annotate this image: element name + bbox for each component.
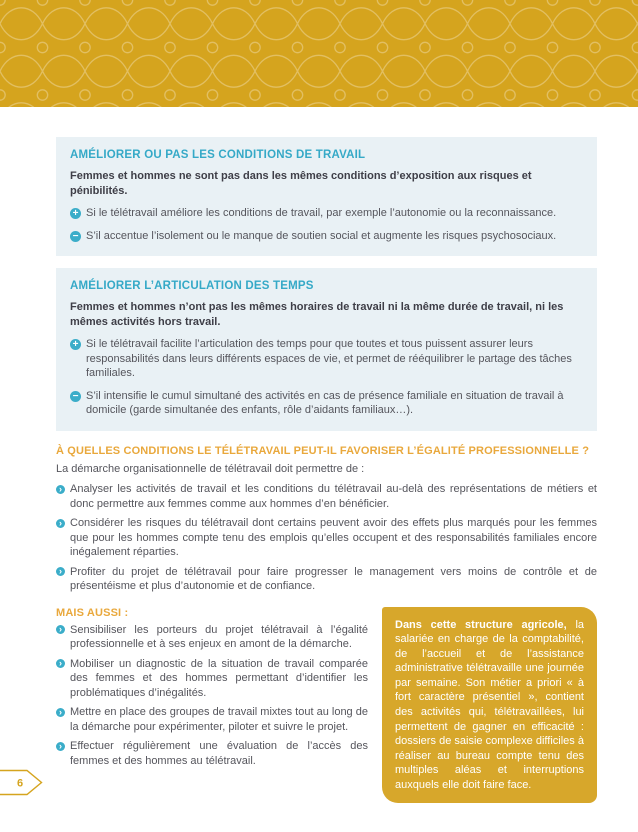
chevron-icon: › — [56, 742, 65, 751]
list-item-text: S’il accentue l’isolement ou le manque de soutien social et augmente les risques psychosociaux. — [86, 229, 557, 242]
chevron-icon: › — [56, 659, 65, 668]
page-number: 6 — [16, 777, 24, 790]
case-study-callout — [382, 607, 597, 803]
section-egalite-professionnelle — [56, 445, 597, 594]
callout-text — [395, 618, 584, 793]
minus-icon: − — [70, 231, 81, 242]
info-box-conditions-de-travail — [56, 137, 597, 256]
list-item — [56, 482, 597, 511]
chevron-icon: › — [56, 519, 65, 528]
plus-icon: + — [70, 208, 81, 219]
list-item — [70, 206, 583, 221]
list-item-text: Analyser les activités de travail et les conditions du télétravail au-delà des représentations de métiers et donc permettre aux femmes comme aux hommes d’en bénéficier. — [70, 483, 597, 510]
info-box-intro: Femmes et hommes ne sont pas dans les mêmes conditions d’exposition aux risques et pénibilités. — [70, 170, 532, 197]
decorative-pattern-band — [0, 0, 638, 107]
list-item — [56, 657, 368, 701]
list-item — [70, 389, 583, 418]
section-mais-aussi — [56, 607, 368, 803]
chevron-icon: › — [56, 567, 65, 576]
list-item-text: Si le télétravail améliore les conditions de travail, par exemple l’autonomie ou la reconnaissance. — [86, 207, 557, 219]
list-item — [56, 623, 368, 652]
callout-lead: Dans cette structure agricole, — [395, 618, 567, 631]
list-item — [56, 516, 597, 560]
list-item — [70, 337, 583, 381]
info-box-intro: Femmes et hommes n’ont pas les mêmes horaires de travail ni la même durée de travail, ni les mêmes activités hors travail. — [70, 301, 564, 328]
plus-icon: + — [70, 339, 81, 350]
chevron-icon: › — [56, 625, 65, 634]
list-item — [70, 229, 583, 244]
page-content — [56, 137, 597, 803]
list-item-text: Si le télétravail facilite l’articulation des temps pour que toutes et tous puissent assurer leurs responsabilités dans leurs différents espaces de vie, et permet de rééquilibrer le partage des tâches familiales. — [86, 338, 572, 379]
mais-aussi-title: MAIS AUSSI : — [56, 606, 129, 619]
info-box-articulation-des-temps — [56, 268, 597, 431]
list-item — [56, 705, 368, 734]
info-box-title: AMÉLIORER L’ARTICULATION DES TEMPS — [70, 280, 314, 292]
list-item-text: Mettre en place des groupes de travail mixtes tout au long de la démarche pour expérimenter, piloter et suivre le projet. — [70, 706, 368, 733]
list-item-text: Mobiliser un diagnostic de la situation de travail comparée des femmes et des hommes permettant d’identifier les problématiques d’inégalités. — [70, 657, 368, 699]
list-item — [56, 739, 368, 768]
section-title: À QUELLES CONDITIONS LE TÉLÉTRAVAIL PEUT-IL FAVORISER L’ÉGALITÉ PROFESSIONNELLE ? — [56, 444, 590, 457]
callout-body: la salariée en charge de la comptabilité, de l’accueil et de l’assistance administrative télétravaille une journée par semaine. Son métier a priori « à fort caractère présentiel », contient des activités qui, télétravaillées, lui permettent de gagner en efficacité : dossiers de saisie complexe difficiles à réaliser au bureau compte tenu des multiples aléas et interruptions auxquels elle doit faire face. — [395, 618, 584, 792]
list-item-text: S’il intensifie le cumul simultané des activités en cas de présence familiale en situation de travail à domicile (garde simultanée des enfants, rôle d’aidants familiaux…). — [86, 389, 564, 416]
two-column-area — [56, 607, 597, 803]
chevron-icon: › — [56, 485, 65, 494]
chevron-icon: › — [56, 708, 65, 717]
section-intro: La démarche organisationnelle de télétravail doit permettre de : — [56, 462, 365, 475]
list-item-text: Profiter du projet de télétravail pour faire progresser le management vers moins de contrôle et de présentéisme et plus d’autonomie et de confiance. — [70, 565, 597, 592]
info-box-title: AMÉLIORER OU PAS LES CONDITIONS DE TRAVAIL — [70, 149, 366, 161]
page-number-badge — [0, 769, 46, 796]
list-item-text: Considérer les risques du télétravail dont certains peuvent avoir des effets plus marqués pour les femmes que pour les hommes compte tenu des emplois qu’elles occupent et des responsabilités familiales encore inégalement réparties. — [70, 517, 597, 558]
list-item-text: Effectuer régulièrement une évaluation de l’accès des femmes et des hommes au télétravail. — [70, 740, 368, 767]
list-item — [56, 565, 597, 594]
list-item-text: Sensibiliser les porteurs du projet télétravail à l’égalité professionnelle et à ses enjeux en amont de la démarche. — [70, 623, 368, 650]
minus-icon: − — [70, 391, 81, 402]
